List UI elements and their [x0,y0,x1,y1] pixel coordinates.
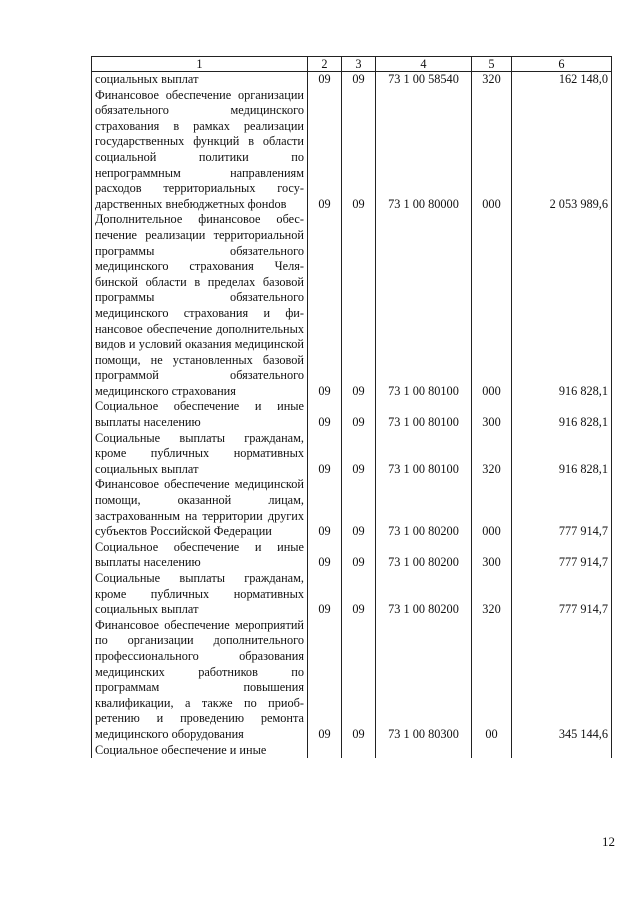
subsection-code: 09 [342,540,376,571]
target-article-code: 73 1 00 80100 [376,431,472,478]
page-number: 12 [602,834,615,849]
column-header: 1 [92,57,308,72]
subsection-code: 09 [342,88,376,213]
expense-type-code: 00 [472,618,512,743]
amount: 777 914,7 [512,540,612,571]
table-row [92,72,612,88]
expense-type-code: 320 [472,72,512,88]
expense-name: Финансовое обеспечение медицинской помощи, оказанной лицам, застрахованным на территории других субъектов Российской Федерации [92,477,308,539]
section-code: 09 [308,571,342,618]
subsection-code: 09 [342,212,376,399]
target-article-code: 73 1 00 80100 [376,399,472,430]
subsection-code: 09 [342,431,376,478]
amount: 162 148,0 [512,72,612,88]
subsection-code: 09 [342,477,376,539]
budget-table [91,56,612,758]
expense-type-code: 000 [472,477,512,539]
expense-name: Социальное обеспечение и иные выплаты населению [92,399,308,430]
amount: 916 828,1 [512,212,612,399]
column-header: 4 [376,57,472,72]
column-header: 5 [472,57,512,72]
target-article-code: 73 1 00 80200 [376,540,472,571]
table-row [92,571,612,618]
expense-type-code: 320 [472,431,512,478]
table-row [92,743,612,759]
target-article-code: 73 1 00 80100 [376,212,472,399]
table-row [92,88,612,213]
amount [512,743,612,759]
section-code: 09 [308,88,342,213]
section-code: 09 [308,540,342,571]
expense-type-code: 000 [472,88,512,213]
table-row [92,431,612,478]
target-article-code: 73 1 00 58540 [376,72,472,88]
amount: 345 144,6 [512,618,612,743]
expense-name: Социальные выплаты гражданам, кроме публичных нормативных социальных выплат [92,431,308,478]
table-row [92,477,612,539]
expense-name: Социальные выплаты гражданам, кроме публичных нормативных социальных выплат [92,571,308,618]
column-header: 2 [308,57,342,72]
table-row [92,212,612,399]
column-header: 6 [512,57,612,72]
subsection-code: 09 [342,72,376,88]
table-row [92,618,612,743]
expense-type-code: 300 [472,540,512,571]
expense-name: Социальное обеспечение и иные выплаты населению [92,540,308,571]
amount: 916 828,1 [512,399,612,430]
amount: 777 914,7 [512,477,612,539]
section-code [308,743,342,759]
expense-name: социальных выплат [92,72,308,88]
expense-name: Дополнительное финансовое обеспечение реализации территориальной программы обязательного медицинского страхования Челябинской области в пределах базовой программы обязательного медицинского страхования и финансовое обеспечение дополнительных видов и условий оказания медицинской помощи, не установленных базовой программой обязательного медицинского страхования [92,212,308,399]
subsection-code [342,743,376,759]
expense-type-code: 320 [472,571,512,618]
section-code: 09 [308,399,342,430]
target-article-code: 73 1 00 80200 [376,477,472,539]
subsection-code: 09 [342,399,376,430]
table-row [92,399,612,430]
amount: 2 053 989,6 [512,88,612,213]
column-header: 3 [342,57,376,72]
section-code: 09 [308,212,342,399]
target-article-code: 73 1 00 80200 [376,571,472,618]
subsection-code: 09 [342,571,376,618]
section-code: 09 [308,618,342,743]
amount: 777 914,7 [512,571,612,618]
section-code: 09 [308,431,342,478]
target-article-code: 73 1 00 80300 [376,618,472,743]
expense-type-code [472,743,512,759]
table-row [92,540,612,571]
amount: 916 828,1 [512,431,612,478]
target-article-code: 73 1 00 80000 [376,88,472,213]
subsection-code: 09 [342,618,376,743]
expense-name: Финансовое обеспечение организации обязательного медицинского страхования в рамках реализации государственных функций в области социальной политики по непрограммным направлениям расходов территориальных государственных внебюджетных фонdов [92,88,308,213]
table-header-row [92,57,612,72]
section-code: 09 [308,477,342,539]
section-code: 09 [308,72,342,88]
expense-name: Социальное обеспечение и иные [92,743,308,759]
target-article-code [376,743,472,759]
expense-type-code: 000 [472,212,512,399]
expense-name: Финансовое обеспечение мероприятий по организации дополнительного профессионального образования медицинских работников по программам повышения квалификации, а также по приобретению и проведению ремонта медицинского оборудования [92,618,308,743]
expense-type-code: 300 [472,399,512,430]
